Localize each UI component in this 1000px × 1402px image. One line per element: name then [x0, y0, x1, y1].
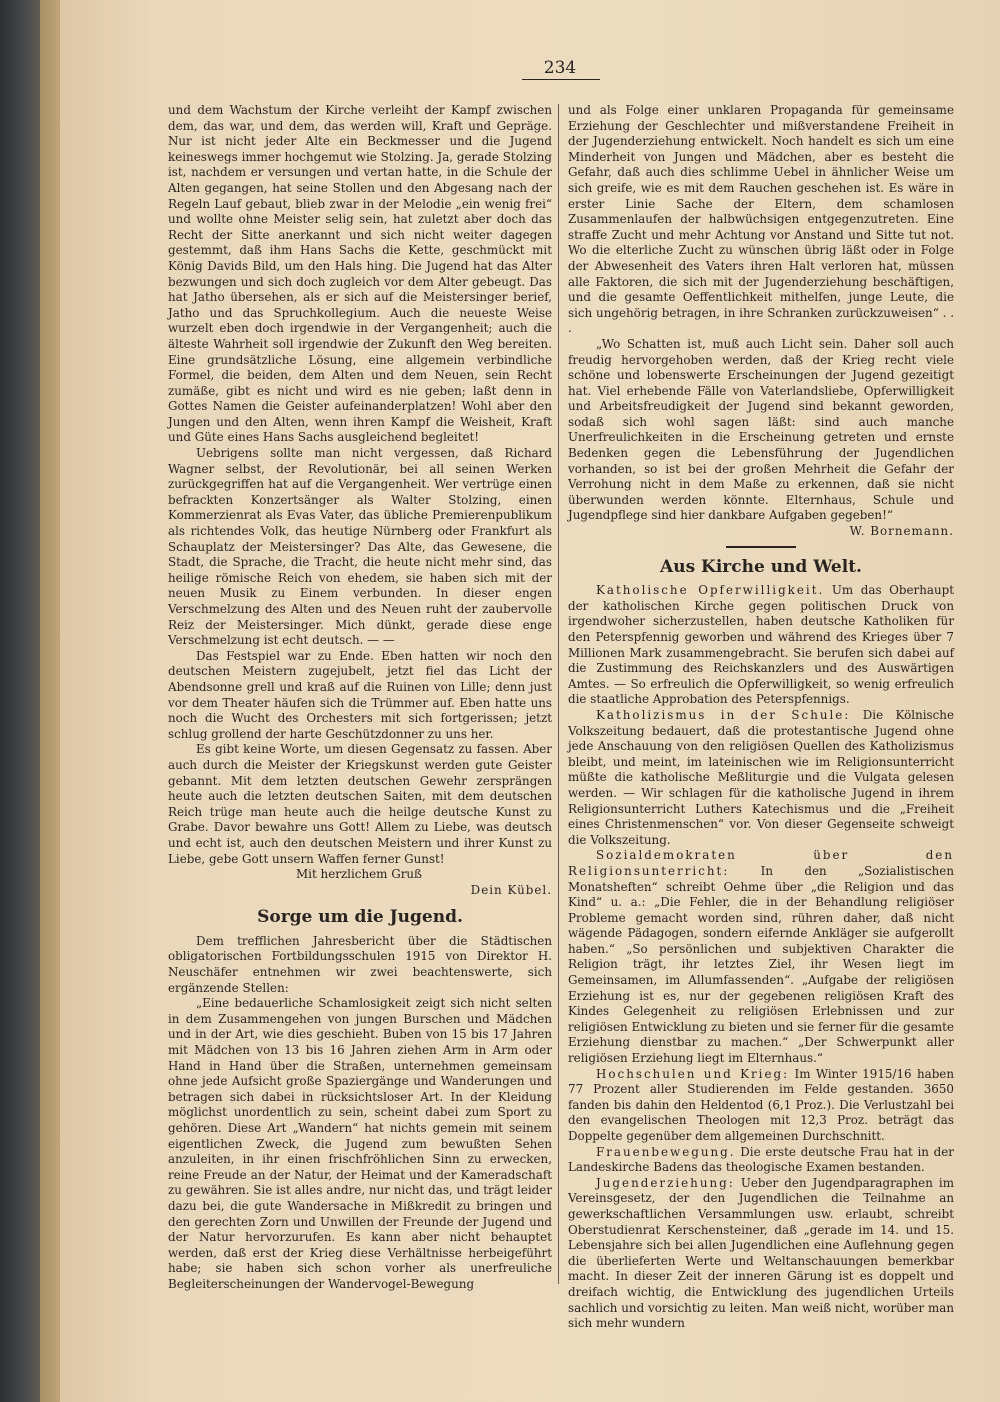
section-heading: Aus Kirche und Welt.: [660, 556, 862, 577]
news-item-lead: Hochschulen und Krieg:: [596, 1066, 790, 1081]
news-item: [568, 708, 954, 848]
news-item: [568, 1145, 954, 1176]
news-item-lead: Frauenbewegung.: [596, 1144, 736, 1159]
news-item-text: Um das Oberhaupt der katholischen Kirche gegen politischen Druck von irgendwoher sicherzustellen, haben deutsche Katholiken für den Peterspfennig geworben und während des Krieges über 7 Millionen Mark zusammengebracht. Sie berufen sich dabei auf die Zustimmung des Reichskanzlers und des Auswärtigen Amtes. — So erfreulich die Opferwilligkeit, so wenig erfreulich die staatliche Approbation des Peterspfennigs.: [568, 583, 954, 707]
news-item-text: Im Winter 1915/16 haben 77 Prozent aller Studierenden im Felde gestanden. 3650 fanden bis dahin den Heldentod (6,1 Proz.). Die Verlustzahl bei den evangelischen Theologen mit 12,3 Proz. beträgt das Doppelte gegenüber dem allgemeinen Durchschnitt.: [568, 1066, 955, 1143]
paragraph: Es gibt keine Worte, um diesen Gegensatz zu fassen. Aber auch durch die Meister der Kriegskunst werden gute Geister gebannt. Mit dem letzten deutschen Gewehr zersprängen heute auch die letzten deutschen Saiten, mit dem deutschen Reich trüge man heute auch die heilge deutsche Kunst zu Grabe. Davor bewahre uns Gott! Allem zu Liebe, was deutsch und echt ist, auch den deutschen Meistern und ihrer Kunst zu Liebe, gebe Gott unsern Waffen ferner Gunst!: [168, 742, 552, 866]
news-item-lead: Katholizismus in der Schule:: [596, 707, 851, 722]
paragraph: und als Folge einer unklaren Propaganda für gemeinsame Erziehung der Geschlechter und mißverstandene Freiheit in der Jugenderziehung entwickelt. Noch handelt es sich um eine Minderheit von Jungen und Mädchen, aber es besteht die Gefahr, daß auch dies schlimme Uebel in ähnlicher Weise um sich greife, wie es mit dem Rauchen geschehen ist. Es wäre in erster Linie Sache der Eltern, dem schamlosen Zusammenlaufen der halbwüchsigen entgegenzutreten. Eine straffe Zucht und mehr Achtung vor Anstand und Sitte tut not. Wo die elterliche Zucht zu wünschen übrig läßt oder in Folge der Abwesenheit des Vaters ihren Halt verloren hat, müssen alle Faktoren, die sich mit der Jugenderziehung beschäftigen, und die gesamte Oeffentlichkeit mithelfen, junge Leute, die sich ungehörig betragen, in ihre Schranken zurückzuweisen“ . . .: [568, 103, 954, 336]
paragraph: Dem trefflichen Jahresbericht über die Städtischen obligatorischen Fortbildungsschulen 1915 von Direktor H. Neuschäfer entnehmen wir zwei beachtenswerte, sich ergänzende Stellen:: [168, 933, 552, 995]
right-column: [568, 103, 954, 1332]
paragraph: Uebrigens sollte man nicht vergessen, daß Richard Wagner selbst, der Revolutionär, bei all seinen Werken zurückgegriffen hat auf die Vergangenheit. Wer vertrüge einen befrackten Konzertsänger als Walter Stolzing, einen Kommerzienrat als Evas Vater, das übliche Premierenpublikum als richtendes Volk, das heutige Nürnberg oder Frankfurt als Schauplatz der Meistersinger? Das Alte, das Gewesene, die Stadt, die Sprache, die Tracht, die heute nicht mehr sind, das heilige römische Reich von ehedem, sie haben sich mit der neuen Musik zu Einem verbunden. In dieser engen Verschmelzung des Alten und des Neuen ruht der zaubervolle Reiz der Meistersinger. Mich dünkt, gerade diese enge Verschmelzung ist echt deutsch. — —: [168, 446, 552, 648]
signature: W. Bornemann.: [849, 524, 954, 539]
news-item-text: Die erste deutsche Frau hat in der Landeskirche Badens das theologische Examen bestanden.: [568, 1144, 954, 1175]
header-rule: [522, 79, 600, 80]
news-item-lead: Katholische Opferwilligkeit.: [596, 583, 825, 598]
left-column: [168, 103, 552, 1293]
paragraph: „Wo Schatten ist, muß auch Licht sein. Daher soll auch freudig hervorgehoben werden, daß der Krieg recht viele schöne und lobenswerte Erscheinungen der Jugend gezeitigt hat. Viel erhebende Fälle von Vaterlandsliebe, Opferwilligkeit und Arbeitsfreudigkeit der Jugend sind bekannt geworden, sodaß sich wohl sagen läßt: sind auch manche Unerfreulichkeiten in die Erscheinung getreten und ernste Bedenken gegen die Lebensführung der Jugendlichen vorhanden, so ist bei der großen Mehrheit die Gefahr der Verrohung nicht in dem Maße zu erkennen, daß sie nicht überwunden werden könnte. Elternhaus, Schule und Jugendpflege sind hier dankbare Aufgaben gegeben!“: [568, 336, 954, 523]
news-item-text: Die Kölnische Volkszeitung bedauert, daß die protestantische Jugend ohne jede Anschauung von den religiösen Quellen des Katholizismus bleibt, und meint, im lateinischen wie im Religionsunterricht müßte die katholische Meßliturgie und die Vulgata gelesen werden. — Wir schlagen für die katholische Jugend in ihrem Religionsunterricht Luthers Katechismus und die „Freiheit eines Christenmenschen“ vor. Von dieser Gegenseite schweigt die Volkszeitung.: [568, 707, 954, 847]
news-item-text: Ueber den Jugendparagraphen im Vereinsgesetz, der den Jugendlichen die Teilnahme an gewerkschaftlichen Versammlungen usw. erlaubt, schreibt Oberstudienrat Kerschensteiner, daß „gerade im 14. und 15. Lebensjahre sich bei allen Jugendlichen eine Auflehnung gegen die überlieferten Werte und Weltanschauungen bemerkbar macht. In dieser Zeit der inneren Gärung ist es doppelt und dreifach wichtig, die Entwicklung des jugendlichen Urteils sachlich und vorsichtig zu leiten. Man weiß nicht, worüber man sich mehr wundern: [568, 1175, 954, 1331]
news-item-text: In den „Sozialistischen Monatsheften“ schreibt Oehme über „die Religion und das Kind“ u. a.: „Die Fehler, die in der Behandlung religiöser Probleme gemacht worden sind, rühren daher, daß nicht wägende Pädagogen, sondern eifernde Ankläger sie aufgerollt haben.“ „So persönlichen und subjektiven Charakter die Religion trägt, ihr letztes Ziel, ihr Wesen liegt im Gemeinsamen, im Allumfassenden“. „Aufgabe der religiösen Erziehung ist es, nur der gegebenen religiösen Kraft des Kindes Gelegenheit zu religiösen Erlebnissen und zur religiösen Entwicklung zu bieten und sie ferner für die gesamte Erziehung dienstbar zu machen.“ „Der Schwerpunkt aller religiösen Erziehung liegt im Elternhaus.“: [568, 863, 954, 1066]
greeting: Mit herzlichem Gruß: [296, 867, 422, 882]
section-heading: Sorge um die Jugend.: [257, 907, 463, 928]
column-divider: [558, 104, 559, 1284]
signature: Dein Kübel.: [470, 882, 552, 897]
paragraph: und dem Wachstum der Kirche verleiht der Kampf zwischen dem, das war, und dem, das werden will, Kraft und Gepräge. Nur ist nicht jeder Alte ein Beckmesser und die Jugend keineswegs immer hochgemut wie Stolzing. Ja, gerade Stolzing ist, nachdem er versungen und vertan hatte, in die Schule der Alten gegangen, hat seine Stollen und den Abgesang nach der Regeln Lauf gebaut, blieb zwar in der Melodie „ein wenig frei“ und wollte ohne Meister selig sein, hat zuletzt aber doch das Recht der Sitte anerkannt und sich nicht weiter dagegen gestemmt, daß ihm Hans Sachs die Kette, geschmückt mit König Davids Bild, um den Hals hing. Die Jugend hat das Alter bezwungen und sich doch zugleich vor dem Alter gebeugt. Das hat Jatho übersehen, als er sich auf die Meistersinger berief, Jatho und das Spruchkollegium. Auch die neueste Weise wurzelt eben doch irgendwie in der Vergangenheit; auch die älteste Wahrheit soll irgendwie der Zukunft den Weg bereiten. Eine grundsätzliche Lösung, eine allgemein verbindliche Formel, die beiden, dem Alten und dem Neuen, sein Recht zumäße, gibt es nicht und wird es nie geben; laßt denn in Gottes Namen die Geister aufeinanderplatzen! Wohl aber den Jungen und den Alten, wenn ihren Kampf die Weisheit, Kraft und Güte eines Hans Sachs ausgleichend begleitet!: [168, 103, 552, 445]
news-item-lead: Jugenderziehung:: [596, 1175, 735, 1190]
page-number: 234: [543, 58, 577, 78]
quote-paragraph: „Eine bedauerliche Schamlosigkeit zeigt sich nicht selten in dem Zusammengehen von jungen Burschen und Mädchen und in der Art, wie dies geschieht. Buben von 15 bis 17 Jahren mit Mädchen von 13 bis 16 Jahren ziehen Arm in Arm oder Hand in Hand über die Straßen, unternehmen gemeinsam ohne jede Aufsicht große Spaziergänge und Wanderungen und betragen sich dabei in rücksichtsloser Art. In der Kleidung möglichst unordentlich zu sein, scheint dabei zum Sport zu gehören. Diese Art „Wandern“ hat nichts gemein mit seinem eigentlichen Zweck, die Jugend zum bewußten Sehen anzuleiten, in ihr einen frischfröhlichen Sinn zu erwecken, reine Freude an der Natur, der Heimat und der Kameradschaft zu gewähren. Sie ist alles andre, nur nicht das, und trägt leider dazu bei, die gute Wandersache in Mißkredit zu bringen und den gerechten Zorn und Unwillen der Freunde der Jugend und der Natur hervorzurufen. Es kann aber nicht behauptet werden, daß erst der Krieg diese Verhältnisse herbeigeführt habe; sie haben sich schon vorher als unerfreuliche Begleiterscheinungen der Wandervogel-Bewegung: [168, 996, 552, 1291]
paragraph: Das Festspiel war zu Ende. Eben hatten wir noch den deutschen Meistern zugejubelt, jetzt fiel das Licht der Abendsonne grell und kraß auf die Ruinen von Lille; denn just vor dem Theater häufen sich die Trümmer auf. Eben hatte uns noch die Wucht des Orchesters mit sich fortgerissen; jetzt schlug grollend der harte Geschützdonner zu uns her.: [168, 648, 552, 741]
section-rule: [726, 546, 796, 548]
news-item: [568, 1067, 954, 1145]
news-item: [568, 848, 954, 1066]
news-item-lead: Sozialdemokraten über den Religionsunterricht:: [568, 848, 954, 878]
news-item: [568, 583, 954, 708]
news-item: [568, 1176, 954, 1332]
